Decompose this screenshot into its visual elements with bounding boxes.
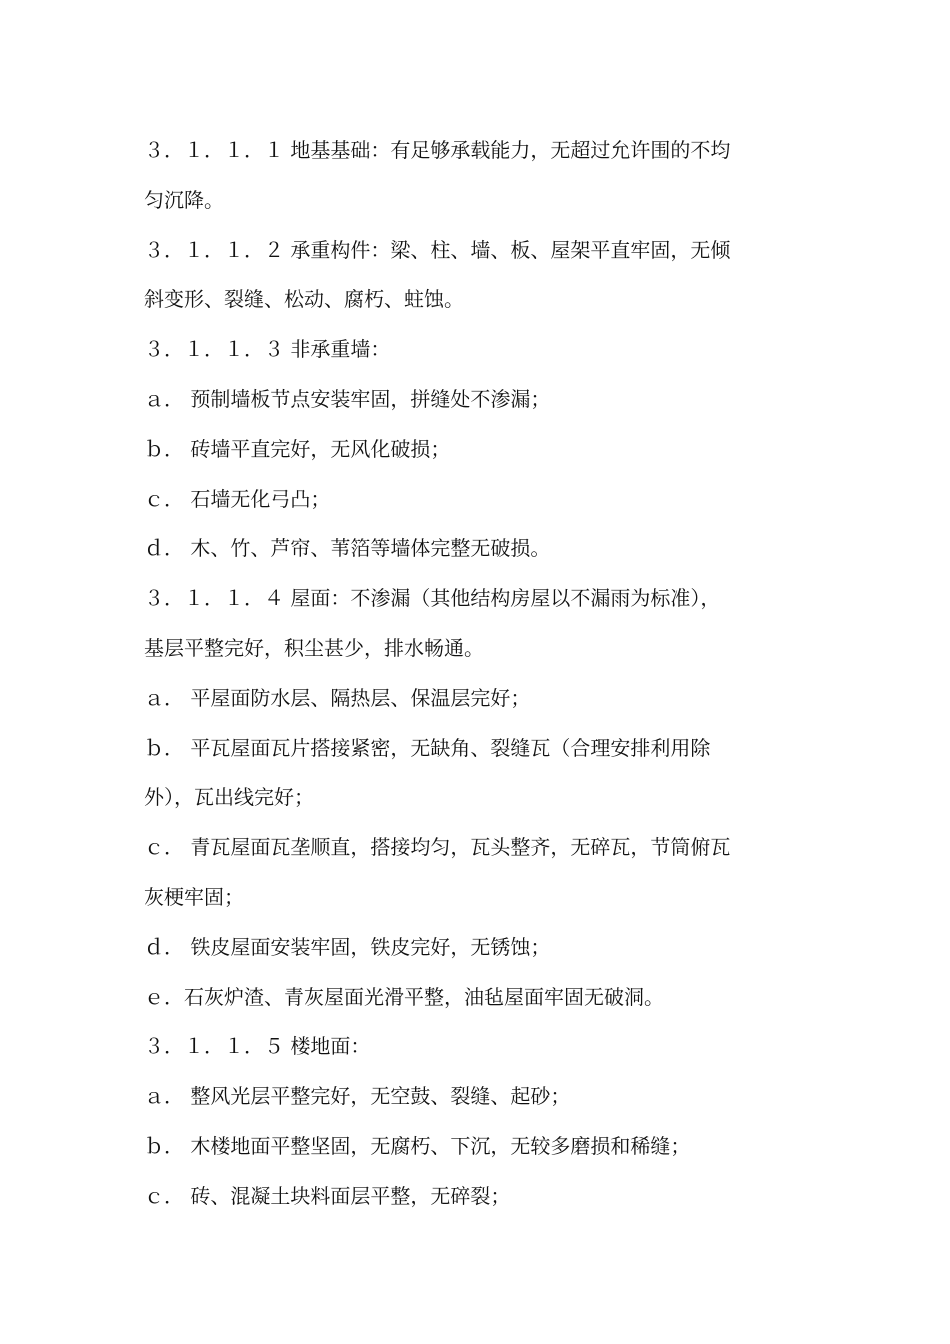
clause-3-1-1-5-heading: ３．１．１．５ 楼地面： xyxy=(144,1034,371,1059)
clause-3-1-1-3-heading: ３．１．１．３ 非承重墙： xyxy=(144,337,391,362)
document-body xyxy=(144,126,814,1222)
clause-3-1-1-4-item-b-line-2: 外），瓦出线完好； xyxy=(144,785,314,810)
clause-3-1-1-4-line-1: ３．１．１．４ 屋面：不渗漏（其他结构房屋以不漏雨为标准）， xyxy=(144,586,721,611)
clause-3-1-1-4-item-c-line-1: ｃ． 青瓦屋面瓦垄顺直，搭接均匀，瓦头整齐，无碎瓦，节筒俯瓦 xyxy=(144,835,731,860)
clause-3-1-1-4-item-a: ａ． 平屋面防水层、隔热层、保温层完好； xyxy=(144,685,531,710)
clause-3-1-1-4-item-d: ｄ． 铁皮屋面安装牢固，铁皮完好，无锈蚀； xyxy=(144,934,551,959)
clause-3-1-1-1-line-2: 匀沉降。 xyxy=(144,187,224,212)
clause-3-1-1-4-item-c-line-2: 灰梗牢固； xyxy=(144,884,244,909)
clause-3-1-1-1-line-1: ３．１．１．１ 地基基础：有足够承载能力，无超过允许围的不均 xyxy=(144,138,731,162)
clause-3-1-1-5-item-a: ａ． 整风光层平整完好，无空鼓、裂缝、起砂； xyxy=(144,1084,571,1109)
clause-3-1-1-5-item-c: ｃ． 砖、混凝土块料面层平整，无碎裂； xyxy=(144,1183,511,1208)
clause-3-1-1-2-line-1: ３．１．１．２ 承重构件：梁、柱、墙、板、屋架平直牢固，无倾 xyxy=(144,237,731,262)
clause-3-1-1-3-item-b: ｂ． 砖墙平直完好，无风化破损； xyxy=(144,436,451,461)
clause-3-1-1-3-item-a: ａ． 预制墙板节点安装牢固，拼缝处不渗漏； xyxy=(144,386,551,411)
clause-3-1-1-4-item-b-line-1: ｂ． 平瓦屋面瓦片搭接紧密，无缺角、裂缝瓦（合理安排利用除 xyxy=(144,735,711,760)
clause-3-1-1-4-item-e: ｅ．石灰炉渣、青灰屋面光滑平整，油毡屋面牢固无破洞。 xyxy=(144,984,664,1009)
clause-3-1-1-5-item-b: ｂ． 木楼地面平整坚固，无腐朽、下沉，无较多磨损和稀缝； xyxy=(144,1133,691,1158)
clause-3-1-1-3-item-c: ｃ． 石墙无化弓凸； xyxy=(144,486,331,511)
clause-3-1-1-4-line-2: 基层平整完好，积尘甚少，排水畅通。 xyxy=(144,635,484,660)
clause-3-1-1-2-line-2: 斜变形、裂缝、松动、腐朽、蛀蚀。 xyxy=(144,287,464,312)
clause-3-1-1-3-item-d: ｄ． 木、竹、芦帘、苇箔等墙体完整无破损。 xyxy=(144,536,551,561)
